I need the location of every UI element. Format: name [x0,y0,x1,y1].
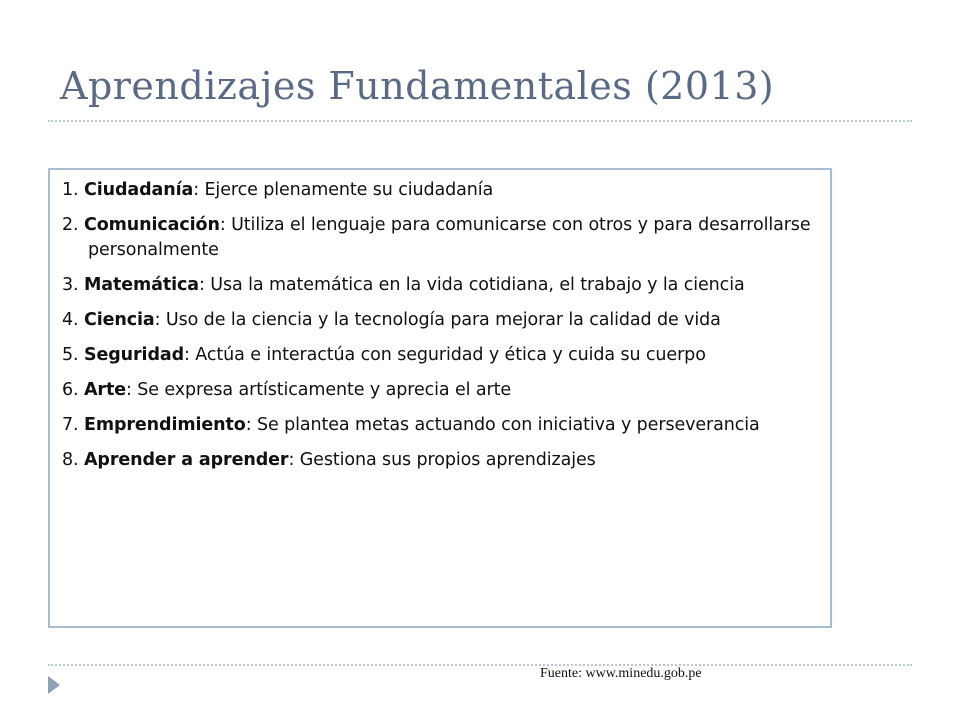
list-item [62,448,816,473]
item-heading: Emprendimiento [83,415,246,435]
item-heading: Arte [83,380,126,400]
item-heading: Ciudadanía [83,180,194,200]
item-number: 1. [62,180,79,200]
footer-divider [48,664,912,666]
item-number: 7. [62,415,79,435]
title-divider [48,120,912,122]
item-description: : Gestiona sus propios aprendizajes [288,450,596,470]
content-box [48,168,832,628]
source-citation: Fuente: www.minedu.gob.pe [540,666,702,681]
item-description: : Uso de la ciencia y la tecnología para mejorar la calidad de vida [154,310,721,330]
item-heading: Aprender a aprender [83,450,289,470]
list-item [62,413,816,438]
triangle-right-icon [48,676,60,694]
list-item [62,178,816,203]
item-number: 3. [62,275,79,295]
learning-list [62,178,816,473]
item-heading: Matemática [83,275,200,295]
item-number: 2. [62,215,79,235]
item-number: 4. [62,310,79,330]
list-item [62,343,816,368]
item-description: : Ejerce plenamente su ciudadanía [193,180,494,200]
list-item [62,273,816,298]
item-heading: Ciencia [83,310,155,330]
item-description: : Utiliza el lenguaje para comunicarse con otros y para desarrollarse personalmente [88,215,811,260]
item-description: : Se expresa artísticamente y aprecia el arte [125,380,512,400]
list-item [62,308,816,333]
item-number: 5. [62,345,79,365]
item-number: 6. [62,380,79,400]
list-item [62,213,816,263]
item-description: : Se plantea metas actuando con iniciativa y perseverancia [245,415,760,435]
item-heading: Seguridad [83,345,185,365]
item-number: 8. [62,450,79,470]
item-heading: Comunicación [83,215,220,235]
slide-title: Aprendizajes Fundamentales (2013) [60,64,775,108]
item-description: : Actúa e interactúa con seguridad y ética y cuida su cuerpo [184,345,706,365]
item-description: : Usa la matemática en la vida cotidiana, el trabajo y la ciencia [199,275,745,295]
list-item [62,378,816,403]
